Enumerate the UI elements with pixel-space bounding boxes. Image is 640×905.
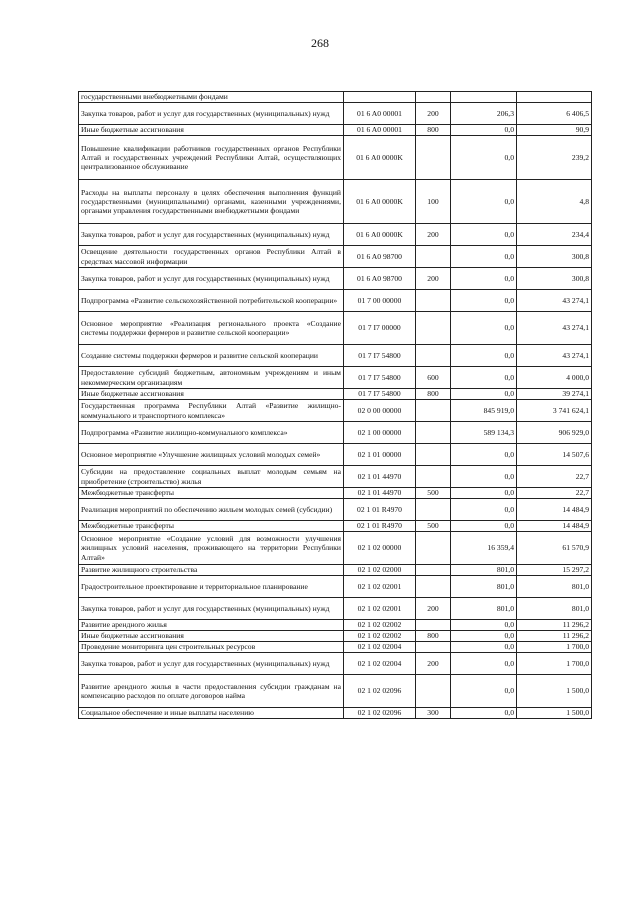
row-code: 02 0 00 00000 [344, 400, 416, 422]
row-code: 02 1 02 02096 [344, 675, 416, 708]
table-row [79, 642, 592, 653]
row-name: Развитие жилищного строительства [79, 565, 344, 576]
row-name: Создание системы поддержки фермеров и развитие сельской кооперации [79, 345, 344, 367]
row-code: 01 6 A0 00001 [344, 125, 416, 136]
row-expense-type [416, 466, 451, 488]
row-amount-2: 43 274,1 [517, 290, 592, 312]
row-code: 01 6 A0 98700 [344, 268, 416, 290]
row-amount-1: 0,0 [451, 268, 517, 290]
row-amount-2: 14 484,9 [517, 499, 592, 521]
row-name: Основное мероприятие «Реализация регионального проекта «Создание системы поддержки фермеров и развитие сельской кооперации» [79, 312, 344, 345]
row-code: 02 1 02 02004 [344, 653, 416, 675]
row-name: Подпрограмма «Развитие жилищно-коммунального комплекса» [79, 422, 344, 444]
row-amount-1: 0,0 [451, 136, 517, 180]
row-amount-1: 801,0 [451, 598, 517, 620]
row-name: Межбюджетные трансферты [79, 488, 344, 499]
row-expense-type [416, 312, 451, 345]
row-code: 02 1 02 02000 [344, 565, 416, 576]
row-name: Закупка товаров, работ и услуг для государственных (муниципальных) нужд [79, 268, 344, 290]
table-row [79, 675, 592, 708]
table-row [79, 565, 592, 576]
table-row [79, 290, 592, 312]
row-amount-1: 0,0 [451, 367, 517, 389]
row-amount-2: 801,0 [517, 576, 592, 598]
row-amount-1: 0,0 [451, 488, 517, 499]
row-code: 01 7 I7 00000 [344, 312, 416, 345]
table-row [79, 103, 592, 125]
row-code: 02 1 02 02002 [344, 631, 416, 642]
row-expense-type: 200 [416, 598, 451, 620]
row-amount-2: 906 929,0 [517, 422, 592, 444]
row-name: Социальное обеспечение и иные выплаты населению [79, 708, 344, 719]
row-expense-type: 200 [416, 653, 451, 675]
table-row [79, 136, 592, 180]
row-name: Иные бюджетные ассигнования [79, 125, 344, 136]
row-amount-1: 0,0 [451, 620, 517, 631]
row-code: 02 1 01 44970 [344, 488, 416, 499]
table-row [79, 598, 592, 620]
table-row [79, 389, 592, 400]
row-name: Иные бюджетные ассигнования [79, 631, 344, 642]
row-code: 02 1 02 02096 [344, 708, 416, 719]
table-row [79, 246, 592, 268]
row-amount-1: 0,0 [451, 345, 517, 367]
row-code: 01 6 A0 98700 [344, 246, 416, 268]
table-row [79, 576, 592, 598]
row-code: 01 7 I7 54800 [344, 389, 416, 400]
row-expense-type [416, 532, 451, 565]
table-row [79, 400, 592, 422]
row-code: 01 6 A0 0000K [344, 136, 416, 180]
table-row [79, 422, 592, 444]
row-amount-2: 90,9 [517, 125, 592, 136]
row-name: Субсидии на предоставление социальных выплат молодым семьям на приобретение (строительство) жилья [79, 466, 344, 488]
table-row [79, 125, 592, 136]
row-amount-1: 0,0 [451, 466, 517, 488]
row-expense-type [416, 290, 451, 312]
row-amount-1: 0,0 [451, 389, 517, 400]
row-expense-type: 200 [416, 103, 451, 125]
table-body [79, 92, 592, 719]
row-amount-2: 39 274,1 [517, 389, 592, 400]
row-code: 02 1 02 00000 [344, 532, 416, 565]
row-amount-2: 14 507,6 [517, 444, 592, 466]
row-code: 01 6 A0 00001 [344, 103, 416, 125]
row-name: Основное мероприятие «Улучшение жилищных условий молодых семей» [79, 444, 344, 466]
table-row [79, 345, 592, 367]
row-amount-1: 0,0 [451, 521, 517, 532]
row-expense-type [416, 444, 451, 466]
row-expense-type [416, 576, 451, 598]
row-amount-2: 300,8 [517, 268, 592, 290]
row-amount-1: 0,0 [451, 224, 517, 246]
row-code: 01 7 I7 54800 [344, 367, 416, 389]
row-expense-type [416, 565, 451, 576]
row-amount-2: 1 500,0 [517, 708, 592, 719]
row-code: 02 1 01 R4970 [344, 499, 416, 521]
row-code: 01 6 A0 0000K [344, 180, 416, 224]
row-amount-1: 0,0 [451, 312, 517, 345]
row-name: Развитие арендного жилья [79, 620, 344, 631]
row-name: Проведение мониторинга цен строительных ресурсов [79, 642, 344, 653]
row-code: 02 1 02 02002 [344, 620, 416, 631]
row-amount-2: 4,8 [517, 180, 592, 224]
row-expense-type: 800 [416, 389, 451, 400]
row-amount-2: 234,4 [517, 224, 592, 246]
row-amount-1: 589 134,3 [451, 422, 517, 444]
row-expense-type: 800 [416, 125, 451, 136]
row-code: 02 1 02 02001 [344, 598, 416, 620]
row-code: 02 1 01 R4970 [344, 521, 416, 532]
row-expense-type: 100 [416, 180, 451, 224]
row-amount-2: 15 297,2 [517, 565, 592, 576]
row-amount-1: 0,0 [451, 675, 517, 708]
row-amount-2: 6 406,5 [517, 103, 592, 125]
row-amount-2: 300,8 [517, 246, 592, 268]
row-name: Государственная программа Республики Алтай «Развитие жилищно-коммунального и транспортного комплекса» [79, 400, 344, 422]
table-row [79, 466, 592, 488]
row-name: Градостроительное проектирование и территориальное планирование [79, 576, 344, 598]
row-name: Повышение квалификации работников государственных органов Республики Алтай и государственных учреждений Республики Алтай, осуществляющих централизованное обслуживание [79, 136, 344, 180]
row-name: Развитие арендного жилья в части предоставления субсидии гражданам на компенсацию расходов по оплате договоров найма [79, 675, 344, 708]
row-code: 02 1 00 00000 [344, 422, 416, 444]
table-row [79, 488, 592, 499]
row-amount-1: 0,0 [451, 708, 517, 719]
row-code: 02 1 02 02004 [344, 642, 416, 653]
budget-table [78, 91, 592, 719]
row-code: 01 7 I7 54800 [344, 345, 416, 367]
row-code: 01 6 A0 0000K [344, 224, 416, 246]
row-amount-1: 0,0 [451, 499, 517, 521]
table-row [79, 367, 592, 389]
row-amount-1: 0,0 [451, 444, 517, 466]
table-row [79, 708, 592, 719]
row-amount-2: 43 274,1 [517, 345, 592, 367]
row-amount-1: 0,0 [451, 246, 517, 268]
row-amount-1: 0,0 [451, 180, 517, 224]
row-code: 01 7 00 00000 [344, 290, 416, 312]
row-expense-type [416, 422, 451, 444]
row-amount-1: 801,0 [451, 565, 517, 576]
row-amount-2: 61 570,9 [517, 532, 592, 565]
row-code: 02 1 02 02001 [344, 576, 416, 598]
row-name: Освещение деятельности государственных органов Республики Алтай в средствах массовой информации [79, 246, 344, 268]
row-name: Подпрограмма «Развитие сельскохозяйственной потребительской кооперации» [79, 290, 344, 312]
table-row [79, 620, 592, 631]
row-amount-2: 43 274,1 [517, 312, 592, 345]
table-row [79, 312, 592, 345]
row-expense-type [416, 92, 451, 103]
row-name: Закупка товаров, работ и услуг для государственных (муниципальных) нужд [79, 598, 344, 620]
row-amount-2: 1 500,0 [517, 675, 592, 708]
row-amount-1: 0,0 [451, 642, 517, 653]
row-expense-type: 500 [416, 521, 451, 532]
row-amount-1: 0,0 [451, 290, 517, 312]
row-expense-type [416, 620, 451, 631]
table-row [79, 499, 592, 521]
row-expense-type [416, 499, 451, 521]
row-amount-1: 0,0 [451, 653, 517, 675]
row-amount-2: 801,0 [517, 598, 592, 620]
row-amount-1: 0,0 [451, 125, 517, 136]
row-amount-1: 16 359,4 [451, 532, 517, 565]
page-number: 268 [311, 36, 329, 50]
table-row [79, 224, 592, 246]
row-amount-2: 3 741 624,1 [517, 400, 592, 422]
row-amount-1: 845 919,0 [451, 400, 517, 422]
row-name: Закупка товаров, работ и услуг для государственных (муниципальных) нужд [79, 103, 344, 125]
row-amount-2: 22,7 [517, 488, 592, 499]
row-name: Реализация мероприятий по обеспечению жильем молодых семей (субсидии) [79, 499, 344, 521]
row-name: Закупка товаров, работ и услуг для государственных (муниципальных) нужд [79, 653, 344, 675]
row-expense-type: 300 [416, 708, 451, 719]
row-amount-2: 1 700,0 [517, 642, 592, 653]
row-expense-type: 800 [416, 631, 451, 642]
row-name: Предоставление субсидий бюджетным, автономным учреждениям и иным некоммерческим организациям [79, 367, 344, 389]
row-name: Расходы на выплаты персоналу в целях обеспечения выполнения функций государственными (муниципальными) органами, казенными учреждениями, органами управления государственными внебюджетными фондами [79, 180, 344, 224]
row-amount-1: 0,0 [451, 631, 517, 642]
row-code: 02 1 01 00000 [344, 444, 416, 466]
row-expense-type [416, 642, 451, 653]
table-row [79, 521, 592, 532]
table-row [79, 444, 592, 466]
table-row [79, 653, 592, 675]
row-expense-type: 200 [416, 268, 451, 290]
row-name: государственными внебюджетными фондами [79, 92, 344, 103]
row-amount-2: 22,7 [517, 466, 592, 488]
row-code [344, 92, 416, 103]
row-amount-1 [451, 92, 517, 103]
row-expense-type [416, 246, 451, 268]
row-amount-2: 4 000,0 [517, 367, 592, 389]
row-name: Закупка товаров, работ и услуг для государственных (муниципальных) нужд [79, 224, 344, 246]
row-amount-2: 11 296,2 [517, 631, 592, 642]
row-amount-2: 11 296,2 [517, 620, 592, 631]
row-expense-type [416, 400, 451, 422]
row-name: Межбюджетные трансферты [79, 521, 344, 532]
row-expense-type [416, 345, 451, 367]
row-expense-type: 500 [416, 488, 451, 499]
row-expense-type: 600 [416, 367, 451, 389]
table-row [79, 532, 592, 565]
row-name: Основное мероприятие «Создание условий для возможности улучшения жилищных условий населения, проживающего на территории Республики Алтай» [79, 532, 344, 565]
row-expense-type [416, 136, 451, 180]
row-amount-1: 801,0 [451, 576, 517, 598]
row-amount-2: 14 484,9 [517, 521, 592, 532]
row-expense-type [416, 675, 451, 708]
table-row [79, 268, 592, 290]
table-row [79, 631, 592, 642]
table-row [79, 180, 592, 224]
table-row [79, 92, 592, 103]
row-amount-2 [517, 92, 592, 103]
row-amount-2: 239,2 [517, 136, 592, 180]
row-expense-type: 200 [416, 224, 451, 246]
row-amount-2: 1 700,0 [517, 653, 592, 675]
row-code: 02 1 01 44970 [344, 466, 416, 488]
row-amount-1: 206,3 [451, 103, 517, 125]
row-name: Иные бюджетные ассигнования [79, 389, 344, 400]
